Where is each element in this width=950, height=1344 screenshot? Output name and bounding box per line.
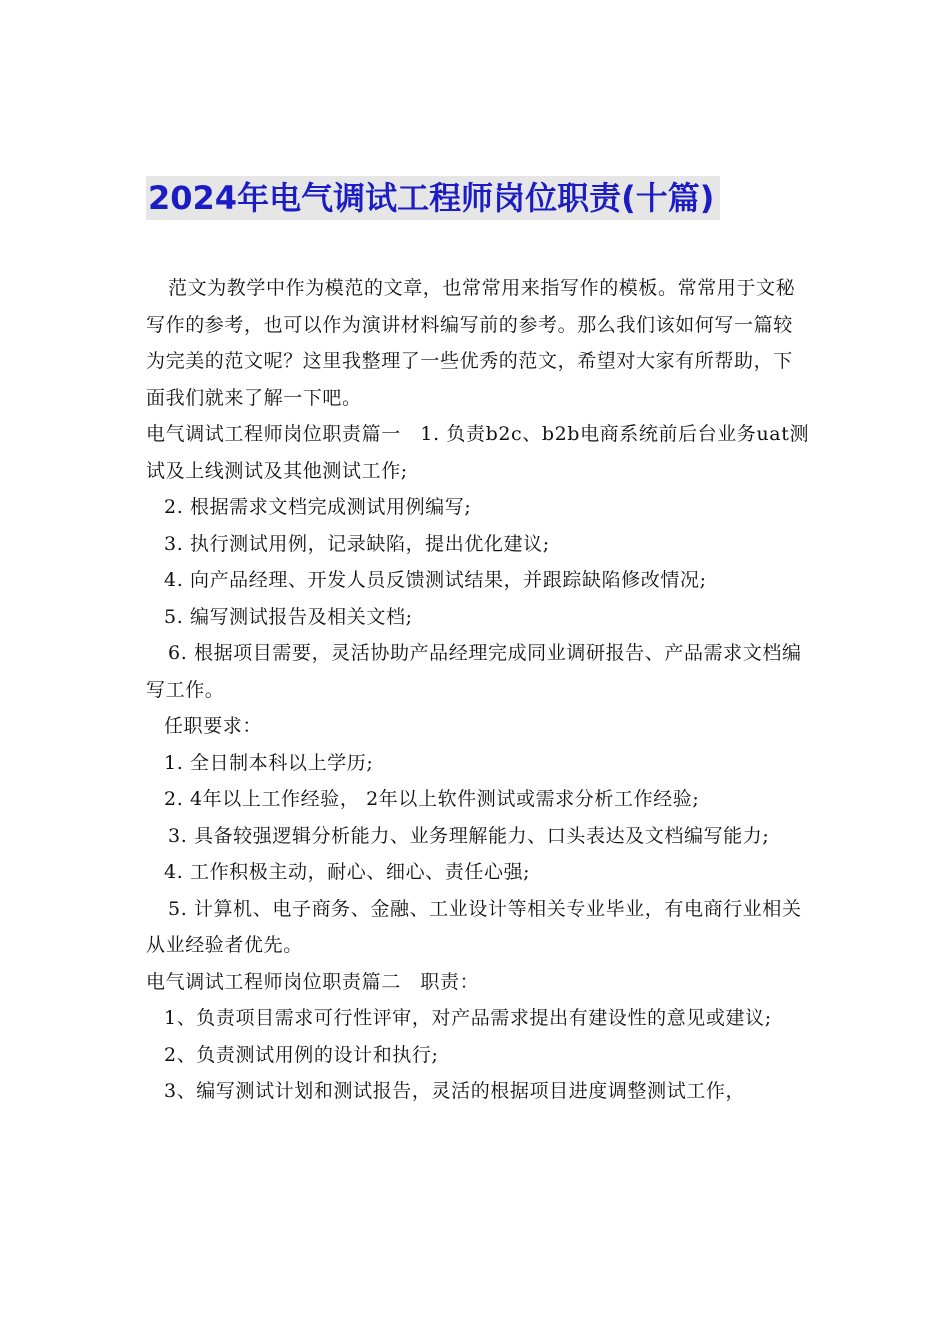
requirement-item: 4. 工作积极主动，耐心、细心、责任心强;: [164, 861, 531, 883]
requirement-item: 5. 计算机、电子商务、金融、工业设计等相关专业毕业，有电商行业相关从业经验者优先。: [146, 897, 802, 956]
section-one-heading-paragraph: 电气调试工程师岗位职责篇一 1. 负责b2c、b2b电商系统前后台业务uat测试及上线测试及其他测试工作;: [146, 423, 810, 482]
duty-item: 3. 执行测试用例，记录缺陷，提出优化建议;: [164, 532, 550, 555]
requirement-item: 2. 4年以上工作经验， 2年以上软件测试或需求分析工作经验;: [164, 788, 700, 810]
duty-item: 6. 根据项目需要，灵活协助产品经理完成同业调研报告、产品需求文档编写工作。: [146, 642, 802, 701]
document-title: 2024年电气调试工程师岗位职责(十篇): [146, 176, 720, 220]
title-container: [146, 176, 806, 220]
duty-item: 2. 根据需求文档完成测试用例编写;: [164, 496, 472, 518]
intro-paragraph: 范文为教学中作为模范的文章，也常常用来指写作的模板。常常用于文秘写作的参考，也可以作为演讲材料编写前的参考。那么我们该如何写一篇较为完美的范文呢？这里我整理了一些优秀的范文，希望对大家有所帮助，下面我们就来了解一下吧。: [146, 277, 796, 409]
duty-item: 3、编写测试计划和测试报告，灵活的根据项目进度调整测试工作，: [164, 1080, 746, 1102]
requirement-item: 1. 全日制本科以上学历;: [164, 751, 374, 774]
duty-item: 1、负责项目需求可行性评审，对产品需求提出有建设性的意见或建议;: [164, 1007, 772, 1029]
document-body: [146, 270, 810, 1110]
duty-item: 4. 向产品经理、开发人员反馈测试结果，并跟踪缺陷修改情况;: [164, 569, 707, 591]
requirement-item: 3. 具备较强逻辑分析能力、业务理解能力、口头表达及文档编写能力;: [168, 824, 770, 847]
duty-item: 2、负责测试用例的设计和执行;: [164, 1043, 439, 1066]
duty-item: 5. 编写测试报告及相关文档;: [164, 605, 413, 628]
requirements-heading: 任职要求：: [164, 715, 263, 737]
section-two-heading-paragraph: 电气调试工程师岗位职责篇二 职责：: [146, 970, 480, 993]
